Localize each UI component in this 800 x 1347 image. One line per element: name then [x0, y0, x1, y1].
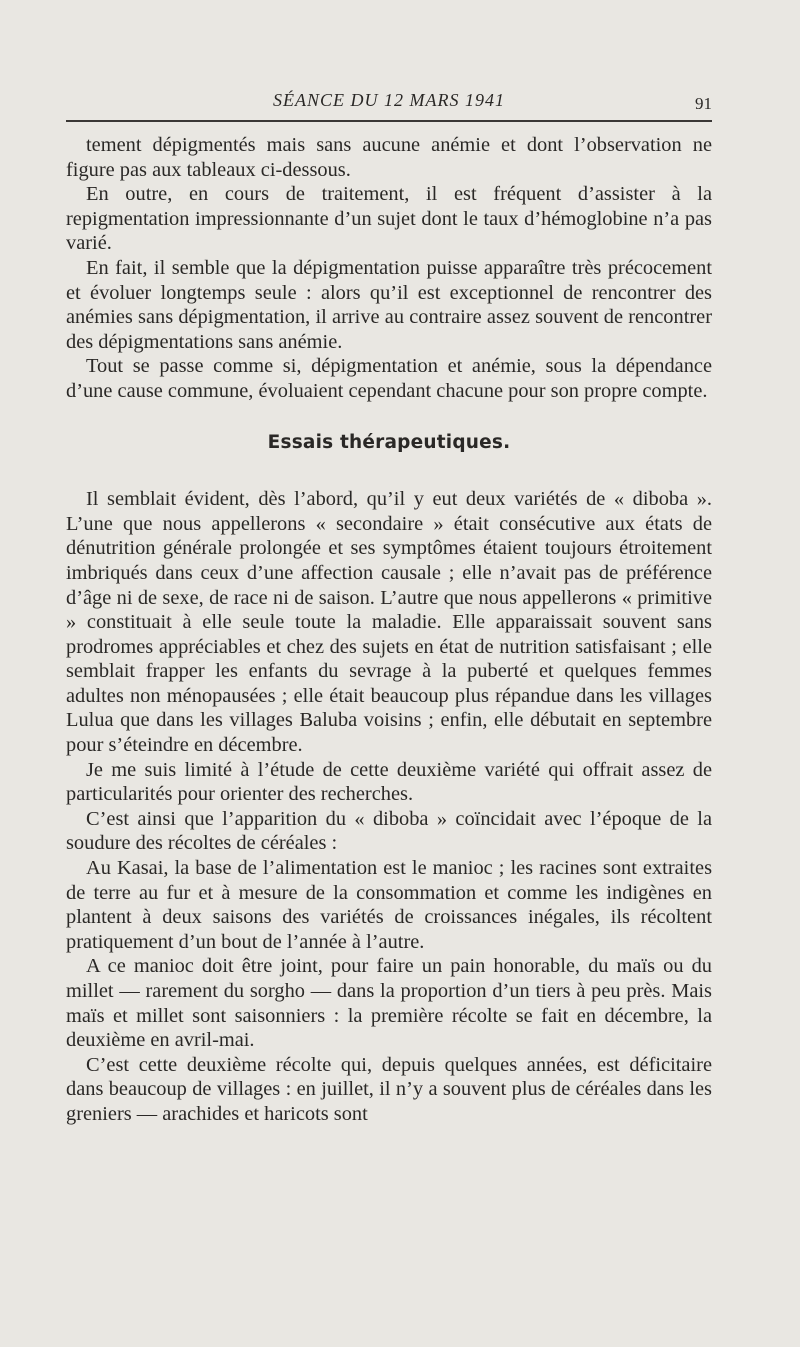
paragraph: En fait, il semble que la dépigmentation puisse apparaître très précocement et évoluer longtemps seule : alors qu’il est exceptionnel de rencontrer des anémies sans dépigmentation, il arrive au contraire assez souvent de rencontrer des dépigmentations sans anémie. [66, 256, 712, 353]
paragraph: En outre, en cours de traitement, il est fréquent d’assister à la repigmentation impressionnante d’un sujet dont le taux d’hémoglobine n’a pas varié. [66, 183, 712, 255]
paragraph: Je me suis limité à l’étude de cette deuxième variété qui offrait assez de particularités pour orienter des recherches. [66, 758, 712, 806]
paragraph: C’est ainsi que l’apparition du « diboba » coïncidait avec l’époque de la soudure des récoltes de céréales : [66, 807, 712, 855]
paragraph: Tout se passe comme si, dépigmentation et anémie, sous la dépendance d’une cause commune, évoluaient cependant chacune pour son propre compte. [66, 355, 712, 402]
paragraph: Au Kasai, la base de l’alimentation est le manioc ; les racines sont extraites de terre au fur et à mesure de la consommation et comme les indigènes en plantent à deux saisons des variétés de croissances inégales, ils récoltent pratiquement d’un bout de l’année à l’autre. [66, 857, 712, 953]
paragraph: Il semblait évident, dès l’abord, qu’il y eut deux variétés de « diboba ». L’une que nous appellerons « secondaire » était consécutive aux états de dénutrition générale prolongée et ses symptômes étaient toujours étroitement imbriqués dans ceux d’une affection causale ; elle n’avait pas de préférence d’âge ni de sexe, de race ni de saison. L’autre que nous appellerons « primitive » constituait à elle seule toute la maladie. Elle apparaissait souvent sans prodromes appréciables et chez des sujets en état de nutrition satisfaisant ; elle semblait frapper les enfants du sevrage à la puberté et quelques femmes adultes non ménopausées ; elle était beaucoup plus répandue dans les villages Lulua que dans les villages Baluba voisins ; enfin, elle débutait en septembre pour s’éteindre en décembre. [66, 488, 712, 757]
paragraph: A ce manioc doit être joint, pour faire un pain honorable, du maïs ou du millet — rarement du sorgho — dans la proportion d’un tiers à peu près. Mais maïs et millet sont saisonniers : la première récolte se fait en décembre, la deuxième en avril-mai. [66, 955, 712, 1052]
running-head: SÉANCE DU 12 MARS 1941 [273, 90, 505, 110]
section-heading: Essais thérapeutiques. [267, 431, 511, 453]
header-rule [66, 120, 712, 122]
paragraph: C’est cette deuxième récolte qui, depuis quelques années, est déficitaire dans beaucoup de villages : en juillet, il n’y a souvent plus de céréales dans les greniers — arachides et haricots sont [66, 1053, 712, 1125]
body-text [66, 133, 712, 1127]
page-number: 91 [695, 94, 712, 113]
paragraph: tement dépigmentés mais sans aucune anémie et dont l’observation ne figure pas aux tableaux ci-dessous. [66, 134, 712, 181]
page-header [66, 86, 712, 118]
